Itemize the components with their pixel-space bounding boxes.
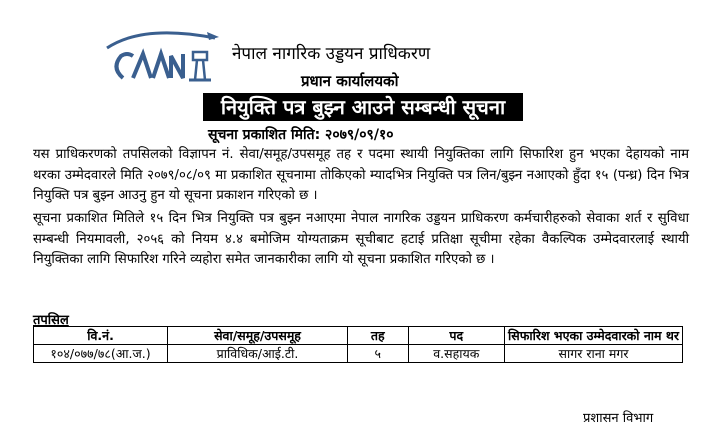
candidate-table [33,326,683,363]
publish-date: सूचना प्रकाशित मिति: २०७९/०९/१० [208,127,394,143]
header-level: तह [347,327,408,345]
cell-service-group: प्राविधिक/आई.टी. [168,345,348,363]
cell-level: ५ [347,345,408,363]
office-name: प्रधान कार्यालयको [301,72,399,90]
header-serial: वि.नं. [34,327,168,345]
table-caption: तपसिल [33,313,69,328]
header-post: पद [408,327,504,345]
header-service-group: सेवा/समूह/उपसमूह [168,327,348,345]
table-row [34,345,683,363]
caan-logo-icon [103,18,221,90]
signoff-department: प्रशासन विभाग [583,411,654,426]
header-candidate-name: सिफारिश भएका उम्मेदवारको नाम थर [505,327,683,345]
notice-title: नियुक्ति पत्र बुझ्न आउने सम्बन्धी सूचना [203,93,523,121]
notice-paragraph-1: यस प्राधिकरणको तपसिलको विज्ञापन नं. सेवा/समूह/उपसमूह तह र पदमा स्थायी नियुक्तिका लागि सिफारिश हुन भएका देहायको नाम थरका उम्मेदवारले मिति २०७९/०८/०९ मा प्रकाशित सूचनामा तोकिएको म्यादभित्र नियुक्ति पत्र लिन/बुझ्न नआएको हुँदा १५ (पन्ध्र) दिन भित्र नियुक्ति पत्र बुझ्न आउनु हुन यो सूचना प्रकाशन गरिएको छ । [33,147,689,203]
cell-serial: १०४/०७७/७८(आ.ज.) [34,345,168,363]
cell-candidate-name: सागर राना मगर [505,345,683,363]
cell-post: व.सहायक [408,345,504,363]
org-name: नेपाल नागरिक उड्डयन प्राधिकरण [232,44,431,64]
notice-paragraph-2: सूचना प्रकाशित मितिले १५ दिन भित्र नियुक्ति पत्र बुझ्न नआएमा नेपाल नागरिक उड्डयन प्राधिकरण कर्मचारीहरुको सेवाका शर्त र सुविधा सम्बन्धी नियमावली, २०५६ को नियम ४.४ बमोजिम योग्यताक्रम सूचीबाट हटाई प्रतिक्षा सूचीमा रहेका वैकल्पिक उम्मेदवारलाई स्थायी नियुक्तिका लागि सिफारिश गरिने व्यहोरा समेत जानकारीका लागि यो सूचना प्रकाशित गरिएको छ । [33,211,689,267]
table-header-row [34,327,683,345]
